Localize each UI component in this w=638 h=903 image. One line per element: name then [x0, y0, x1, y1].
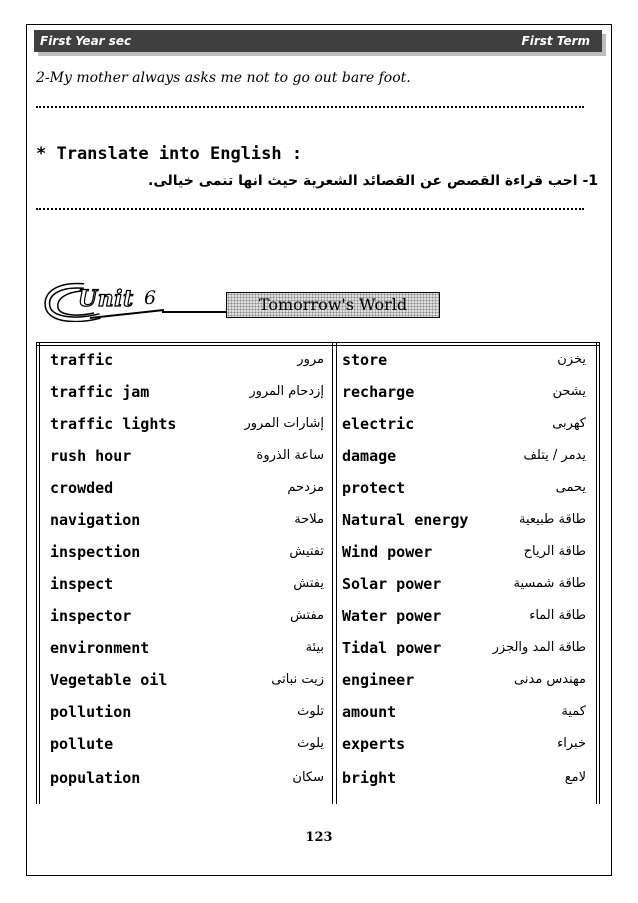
- table-row: [36, 664, 600, 696]
- answer-dotted-line-2: [36, 206, 584, 210]
- vocab-arabic-right: طاقة شمسية: [513, 576, 586, 591]
- table-row: [36, 632, 600, 664]
- unit-title-connector: [162, 311, 226, 313]
- vocab-english-right: recharge: [342, 383, 415, 401]
- table-row: [36, 696, 600, 728]
- vocab-arabic-left: إزدحام المرور: [249, 384, 324, 399]
- vocab-english-left: population: [50, 769, 141, 787]
- unit-title-box: Tomorrow's World: [226, 292, 440, 318]
- vocab-arabic-left: يفتش: [293, 576, 324, 591]
- vocab-arabic-right: يشحن: [552, 384, 586, 399]
- unit-number: 6: [144, 287, 157, 309]
- vocab-arabic-left: مزدحم: [287, 480, 324, 495]
- vocab-arabic-left: سكان: [292, 770, 324, 785]
- translate-title: * Translate into English :: [36, 144, 303, 164]
- table-row: [36, 504, 600, 536]
- header-right-text: First Term: [521, 34, 590, 48]
- vocab-arabic-left: زيت نباتى: [271, 672, 324, 687]
- vocab-arabic-left: مرور: [297, 352, 324, 367]
- vocab-arabic-right: كمية: [561, 704, 586, 719]
- unit-label: Unit: [78, 286, 134, 312]
- vocab-arabic-left: تلوث: [297, 704, 324, 719]
- vocab-english-left: rush hour: [50, 447, 132, 465]
- vocab-arabic-left: يلوث: [297, 736, 324, 751]
- header-left-text: First Year sec: [40, 34, 132, 48]
- vocab-english-left: traffic: [50, 351, 114, 369]
- table-border-top: [36, 342, 600, 343]
- vocab-english-left: pollute: [50, 735, 114, 753]
- vocab-english-left: inspection: [50, 543, 141, 561]
- vocab-arabic-right: خبراء: [557, 736, 586, 751]
- vocab-english-left: traffic lights: [50, 415, 177, 433]
- table-row: [36, 600, 600, 632]
- table-row: [36, 472, 600, 504]
- vocabulary-table: [36, 342, 600, 804]
- vocab-arabic-right: يدمر / يتلف: [523, 448, 586, 463]
- vocab-english-right: electric: [342, 415, 415, 433]
- vocab-arabic-left: ساعة الذروة: [256, 448, 324, 463]
- vocab-arabic-right: يخزن: [557, 352, 586, 367]
- table-row: [36, 568, 600, 600]
- table-row: [36, 344, 600, 376]
- page-number: 123: [305, 830, 333, 845]
- table-row: [36, 376, 600, 408]
- vocab-english-right: Water power: [342, 607, 442, 625]
- table-row: [36, 440, 600, 472]
- vocab-arabic-right: طاقة الماء: [529, 608, 586, 623]
- table-row: [36, 728, 600, 760]
- vocab-arabic-right: يحمى: [555, 480, 586, 495]
- vocab-english-right: amount: [342, 703, 397, 721]
- table-row: [36, 536, 600, 568]
- vocab-english-right: experts: [342, 735, 406, 753]
- vocab-arabic-right: مهندس مدنى: [514, 672, 586, 687]
- vocab-arabic-right: طاقة طبيعية: [519, 512, 586, 527]
- vocab-english-left: pollution: [50, 703, 132, 721]
- vocab-english-right: Wind power: [342, 543, 433, 561]
- vocab-english-right: bright: [342, 769, 397, 787]
- vocab-english-left: navigation: [50, 511, 141, 529]
- vocab-english-left: traffic jam: [50, 383, 150, 401]
- vocab-english-right: damage: [342, 447, 397, 465]
- vocab-arabic-right: طاقة الرياح: [523, 544, 586, 559]
- vocab-arabic-left: تفتيش: [289, 544, 324, 559]
- vocab-english-right: store: [342, 351, 388, 369]
- arabic-translate-item: 1- احب قراءة القصص عن القصائد الشعرية حيث انها تنمى خيالى.: [148, 173, 598, 189]
- vocab-english-left: Vegetable oil: [50, 671, 168, 689]
- table-row: [36, 408, 600, 440]
- vocab-arabic-left: بيئة: [305, 640, 324, 655]
- table-row: [36, 762, 600, 794]
- vocab-english-right: Tidal power: [342, 639, 442, 657]
- vocab-english-right: engineer: [342, 671, 415, 689]
- vocab-arabic-left: ملاحة: [294, 512, 324, 527]
- vocab-english-right: Natural energy: [342, 511, 469, 529]
- answer-dotted-line-1: [36, 104, 584, 108]
- vocab-arabic-left: إشارات المرور: [244, 416, 324, 431]
- vocab-english-left: inspect: [50, 575, 114, 593]
- vocab-english-right: protect: [342, 479, 406, 497]
- vocab-arabic-right: كهربى: [552, 416, 586, 431]
- vocab-arabic-left: مفتش: [289, 608, 324, 623]
- vocab-english-left: crowded: [50, 479, 114, 497]
- exercise-sentence: 2-My mother always asks me not to go out bare foot.: [36, 70, 411, 86]
- vocab-arabic-right: طاقة المد والجزر: [492, 640, 586, 655]
- vocab-english-left: environment: [50, 639, 150, 657]
- header-bar: [34, 30, 602, 52]
- vocab-english-left: inspector: [50, 607, 132, 625]
- vocab-english-right: Solar power: [342, 575, 442, 593]
- vocab-arabic-right: لامع: [564, 770, 586, 785]
